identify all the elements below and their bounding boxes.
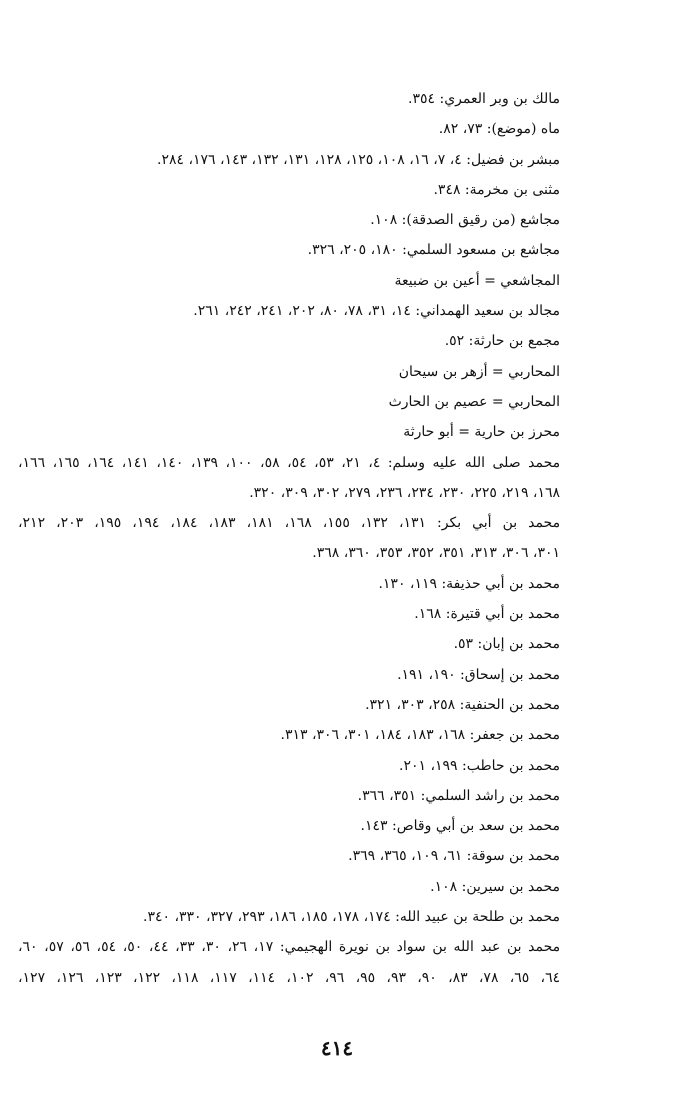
index-entry: محمد بن سوقة: ٦١، ١٠٩، ٣٦٥، ٣٦٩.: [348, 848, 560, 865]
index-entry: المجاشعي = أعين بن ضبيعة: [394, 272, 560, 289]
index-entry: محمد بن راشد السلمي: ٣٥١، ٣٦٦.: [357, 787, 560, 804]
index-entry: المحاربي = عصيم بن الحارث: [388, 393, 560, 410]
index-entry: محمد بن إبان: ٥٣.: [453, 636, 560, 653]
index-entry: مجمع بن حارثة: ٥٢.: [444, 333, 560, 350]
index-entry: محمد صلى الله عليه وسلم: ٤، ٢١، ٥٣، ٥٤، ٥٨، ١٠٠، ١٣٩، ١٤٠، ١٤١، ١٦٤، ١٦٥، ١٦٦،: [18, 454, 560, 471]
index-entry: محمد بن الحنفية: ٢٥٨، ٣٠٣، ٣٢١.: [365, 696, 560, 713]
index-entry: محمد بن سعد بن أبي وقاص: ١٤٣.: [360, 818, 560, 835]
page-number: ٤١٤: [320, 1036, 354, 1060]
index-entry: محمد بن أبي بكر: ١٣١، ١٣٢، ١٥٥، ١٦٨، ١٨١، ١٨٣، ١٨٤، ١٩٤، ١٩٥، ٢٠٣، ٢١٢،: [18, 515, 560, 532]
index-entry-continuation: ١٦٨، ٢١٩، ٢٢٥، ٢٣٠، ٢٣٤، ٢٣٦، ٢٧٩، ٣٠٢، ٣٠٩، ٣٢٠.: [249, 484, 560, 501]
index-entry: محمد بن سيرين: ١٠٨.: [430, 878, 560, 895]
index-entry-continuation: ٦٤، ٦٥، ٧٨، ٨٣، ٩٠، ٩٣، ٩٥، ٩٦، ١٠٢، ١١٤، ١١٧، ١١٨، ١٢٢، ١٢٣، ١٢٦، ١٢٧،: [18, 969, 560, 986]
index-entry: مالك بن وبر العمري: ٣٥٤.: [408, 91, 560, 107]
index-entry: مجاشع (من رقيق الصدقة): ١٠٨.: [370, 212, 560, 229]
index-entry: مثنى بن مخرمة: ٣٤٨.: [433, 181, 560, 198]
index-entries-list: [18, 84, 560, 993]
index-entry: محمد بن حاطب: ١٩٩، ٢٠١.: [399, 757, 560, 774]
index-entry: محمد بن جعفر: ١٦٨، ١٨٣، ١٨٤، ٣٠١، ٣٠٦، ٣١٣.: [280, 727, 560, 744]
index-entry: مجالد بن سعيد الهمداني: ١٤، ٣١، ٧٨، ٨٠، ٢٠٢، ٢٤١، ٢٤٢، ٢٦١.: [193, 303, 560, 320]
index-entry-continuation: ٣٠١، ٣٠٦، ٣١٣، ٣٥١، ٣٥٢، ٣٥٣، ٣٦٠، ٣٦٨.: [312, 545, 560, 562]
index-entry: المحاربي = أزهر بن سيحان: [398, 363, 560, 380]
index-entry: ماه (موضع): ٧٣، ٨٢.: [438, 121, 560, 138]
index-entry: محمد بن عبد الله بن سواد بن نويرة الهجيمي: ١٧، ٢٦، ٣٠، ٣٣، ٤٤، ٥٠، ٥٤، ٥٦، ٥٧، ٦٠،: [18, 939, 560, 956]
index-entry: محمد بن أبي قتيرة: ١٦٨.: [414, 606, 560, 623]
index-entry: محمد بن أبي حذيفة: ١١٩، ١٣٠.: [378, 575, 560, 592]
index-entry: مجاشع بن مسعود السلمي: ١٨٠، ٢٠٥، ٣٢٦.: [307, 242, 560, 259]
index-entry: محرز بن حارية = أبو حارثة: [403, 424, 560, 441]
index-entry: محمد بن طلحة بن عبيد الله: ١٧٤، ١٧٨، ١٨٥، ١٨٦، ٢٩٣، ٣٢٧، ٣٣٠، ٣٤٠.: [142, 909, 560, 926]
index-entry: محمد بن إسحاق: ١٩٠، ١٩١.: [397, 666, 560, 683]
index-entry: مبشر بن فضيل: ٤، ٧، ١٦، ١٠٨، ١٢٥، ١٢٨، ١٣١، ١٣٢، ١٤٣، ١٧٦، ٢٨٤.: [157, 151, 560, 168]
